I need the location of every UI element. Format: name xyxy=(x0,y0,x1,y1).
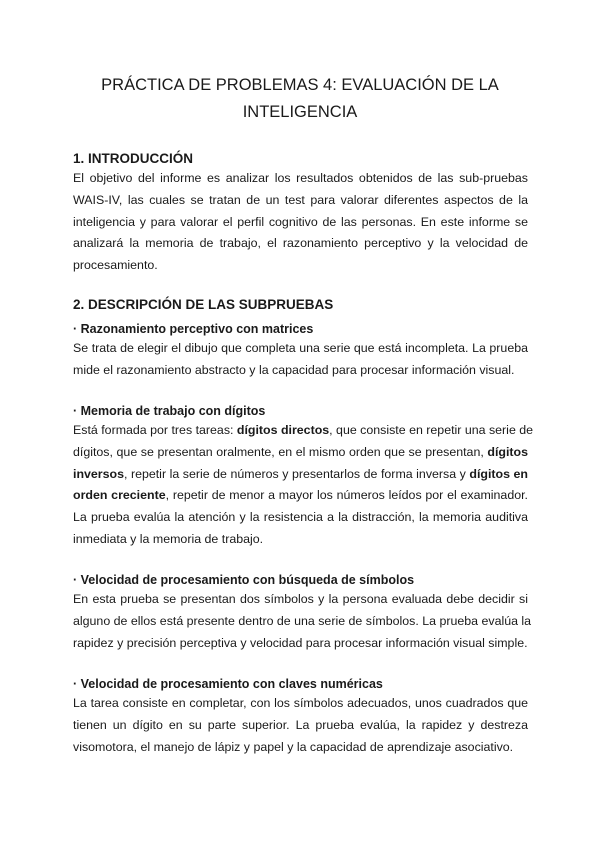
digits-line-6: inmediata y la memoria de trabajo. xyxy=(73,531,264,546)
intro-line-4: analizará la memoria de trabajo, el razonamiento perceptivo y la velocidad de xyxy=(73,236,528,251)
intro-line-5: procesamiento. xyxy=(73,258,158,273)
coding-line-3: visomotora, el manejo de lápiz y papel y la capacidad de aprendizaje asociativo. xyxy=(73,739,514,754)
coding-line-1: La tarea consiste en completar, con los símbolos adecuados, unos cuadrados que xyxy=(73,696,528,710)
digits-term-directos: dígitos directos xyxy=(236,423,330,437)
subsection-heading-matrices: · Razonamiento perceptivo con matrices xyxy=(73,322,314,336)
title-line-2: INTELIGENCIA xyxy=(242,103,358,121)
symbol-search-line-1: En esta prueba se presentan dos símbolos y la persona evaluada debe decidir si xyxy=(73,592,528,606)
intro-line-2: WAIS-IV, las cuales se tratan de un test para valorar diferentes aspectos de la xyxy=(73,192,528,207)
digits-line-1-text-c: , que consiste en repetir una serie de xyxy=(329,423,534,437)
digits-term-digitos: dígitos xyxy=(487,444,528,459)
subsection-heading-digitos: · Memoria de trabajo con dígitos xyxy=(73,404,266,418)
section-heading-introduccion: 1. INTRODUCCIÓN xyxy=(73,151,194,166)
section-heading-descripcion: 2. DESCRIPCIÓN DE LAS SUBPRUEBAS xyxy=(73,297,334,312)
digits-line-3 xyxy=(73,464,528,486)
coding-paragraph xyxy=(73,693,528,758)
intro-paragraph xyxy=(73,168,528,277)
matrices-line-1: Se trata de elegir el dibujo que completa una serie que está incompleta. La prueba xyxy=(73,341,528,355)
symbol-search-line-2: alguno de ellos está presente dentro de una serie de símbolos. La prueba evalúa la xyxy=(73,613,532,628)
symbol-search-paragraph xyxy=(73,589,532,654)
digits-line-1-text-a: Está formada por tres tareas: xyxy=(73,423,237,437)
document-title xyxy=(60,72,540,126)
digits-paragraph xyxy=(73,420,534,551)
digits-term-orden-creciente: orden creciente xyxy=(73,488,166,503)
intro-line-1: El objetivo del informe es analizar los resultados obtenidos de las sub-pruebas xyxy=(73,171,528,185)
digits-line-5: La prueba evalúa la atención y la resistencia a la distracción, la memoria auditiva xyxy=(73,510,528,525)
coding-line-2: tienen un dígito en su parte superior. La prueba evalúa, la rapidez y destreza xyxy=(73,717,528,732)
subsection-heading-claves-numericas: · Velocidad de procesamiento con claves numéricas xyxy=(73,677,383,691)
digits-line-4-text-b: , repetir de menor a mayor los números leídos por el examinador. xyxy=(165,488,528,503)
digits-line-1 xyxy=(73,420,534,442)
digits-line-2 xyxy=(73,442,528,464)
digits-term-inversos: inversos xyxy=(73,466,124,481)
digits-line-4 xyxy=(73,485,528,507)
subsection-heading-busqueda-simbolos: · Velocidad de procesamiento con búsqueda de símbolos xyxy=(73,573,415,587)
digits-term-digitos-en: dígitos en xyxy=(469,466,528,481)
digits-line-2-text-a: dígitos, que se presentan oralmente, en el mismo orden que se presentan, xyxy=(73,444,488,459)
symbol-search-line-3: rapidez y precisión perceptiva y velocidad para procesar información visual simple. xyxy=(73,635,528,650)
digits-line-3-text-b: , repetir la serie de números y presentarlos de forma inversa y xyxy=(123,466,470,481)
matrices-line-2: mide el razonamiento abstracto y la capacidad para procesar información visual. xyxy=(73,362,515,377)
intro-line-3: inteligencia y para valorar el perfil cognitivo de las personas. En este informe se xyxy=(73,214,528,229)
title-line-1: PRÁCTICA DE PROBLEMAS 4: EVALUACIÓN DE LA xyxy=(101,76,499,94)
matrices-paragraph xyxy=(73,338,528,382)
